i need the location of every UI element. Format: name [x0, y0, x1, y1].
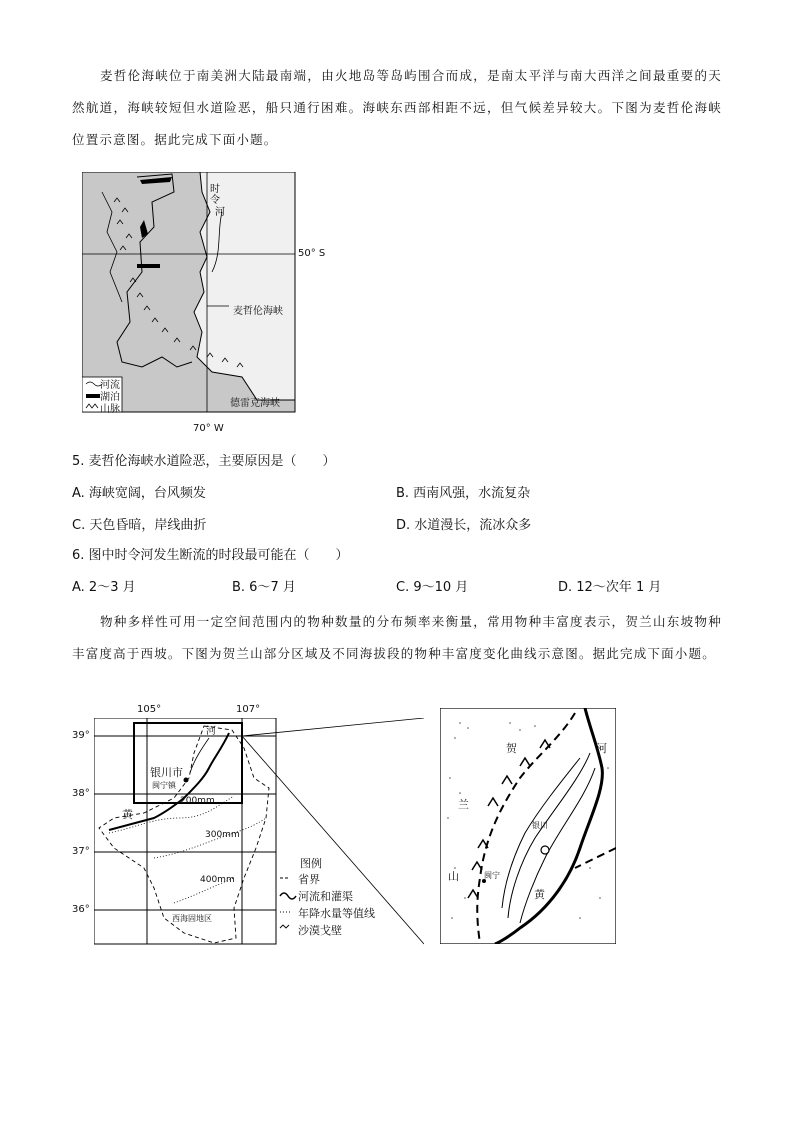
legend-river-canal: 河流和灌渠	[298, 890, 353, 903]
lat-36-label: 36°	[72, 904, 90, 915]
inset-minning-label: 闽宁	[484, 871, 500, 880]
magellan-strait-label: 麦哲伦海峡	[233, 306, 283, 317]
xihaigu-label: 西海固地区	[172, 914, 212, 923]
q6-option-c[interactable]: C. 9～10 月	[396, 580, 469, 595]
inset-yinchuan-label: 银川	[532, 821, 548, 830]
legend-precip-isoline: 年降水量等值线	[298, 907, 375, 920]
q5-option-b[interactable]: B. 西南风强，水流复杂	[396, 486, 531, 501]
map1-legend	[100, 380, 120, 416]
passage-magellan: 麦哲伦海峡位于南美洲大陆最南端，由火地岛等岛屿围合而成，是南太平洋与南大西洋之间最重要的天然航道，海峡较短但水道险恶，船只通行困难。海峡东西部相距不远，但气候差异较大。下图为麦哲伦海峡位置示意图。据此完成下面小题。	[72, 68, 722, 147]
lon-107-label: 107°	[236, 704, 261, 715]
inset-he-label: 贺	[506, 742, 517, 755]
legend-title: 图例	[300, 857, 322, 870]
lat-38-label: 38°	[72, 788, 90, 799]
drake-passage-label: 德雷克海峡	[230, 398, 280, 409]
helan-inset-map	[440, 708, 616, 944]
legend-mountain: 山脉	[100, 404, 120, 415]
lat-50s-label: 50° S	[298, 248, 326, 259]
isoline-200-label: 200mm	[180, 796, 215, 806]
q5-stem: 5. 麦哲伦海峡水道险恶，主要原因是（ ）	[72, 454, 336, 469]
map2-legend	[298, 871, 375, 939]
q6-option-a[interactable]: A. 2～3 月	[72, 580, 136, 595]
lat-39-label: 39°	[72, 730, 90, 741]
legend-desert: 沙漠戈壁	[298, 924, 342, 937]
q5-option-a[interactable]: A. 海峡宽阔，台风频发	[72, 486, 206, 501]
q5-option-d[interactable]: D. 水道漫长，流冰众多	[396, 518, 532, 533]
legend-lake: 湖泊	[100, 392, 120, 403]
map2-huang-label: 黄	[122, 808, 133, 821]
inset-shan-label: 山	[448, 870, 459, 883]
lon-105-label: 105°	[137, 704, 162, 715]
lon-70w-label: 70° W	[193, 423, 224, 434]
q6-stem: 6. 图中时令河发生断流的时段最可能在（ ）	[72, 548, 349, 563]
seasonal-river-label-2: 令	[210, 195, 220, 206]
inset-river-label: 河	[596, 742, 607, 755]
yinchuan-city-label: 银川市	[150, 766, 183, 779]
map2-he-label: 河	[206, 726, 216, 737]
minning-town-label: 闽宁镇	[152, 781, 176, 790]
q6-option-b[interactable]: B. 6～7 月	[232, 580, 296, 595]
q6-option-d[interactable]: D. 12～次年 1 月	[558, 580, 662, 595]
passage-helan: 物种多样性可用一定空间范围内的物种数量的分布频率来衡量，常用物种丰富度表示，贺兰山东坡物种丰富度高于西坡。下图为贺兰山部分区域及不同海拔段的物种丰富度变化曲线示意图。据此完成下面小题。	[72, 614, 722, 661]
legend-river: 河流	[100, 380, 120, 391]
legend-province-border: 省界	[298, 873, 320, 886]
lat-37-label: 37°	[72, 846, 90, 857]
seasonal-river-label-3: 河	[215, 207, 225, 218]
inset-lan-label: 兰	[458, 798, 469, 811]
isoline-300-label: 300mm	[205, 830, 240, 840]
seasonal-river-label-1: 时	[210, 184, 220, 195]
inset-huang-label: 黄	[534, 888, 545, 901]
q5-option-c[interactable]: C. 天色昏暗，岸线曲折	[72, 518, 207, 533]
isoline-400-label: 400mm	[200, 875, 235, 885]
